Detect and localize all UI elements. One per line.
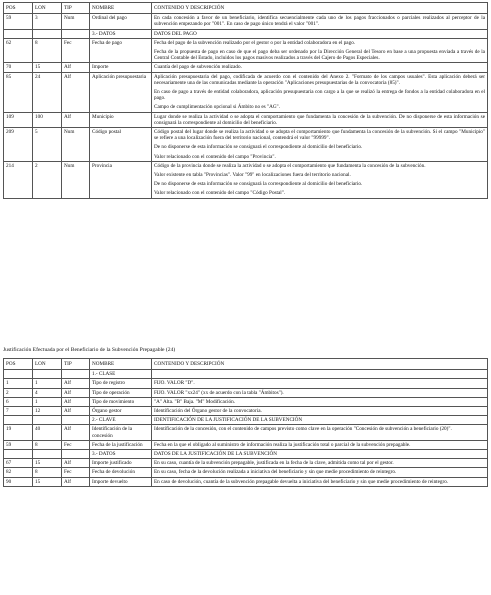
- cell-pos: 209: [4, 128, 33, 162]
- cell-tip: Alf: [62, 63, 90, 72]
- cell-lon: 3: [33, 14, 62, 29]
- cell-nombre: Importe: [90, 63, 152, 72]
- cell-lon: 4: [33, 388, 62, 397]
- cell-desc: En su caso, fecha de la devolución realizada a iniciativa del beneficiario y sin que medie procedimiento de reintegro.: [152, 468, 488, 477]
- cell-desc: "A" Alta. "B" Baja. "M" Modificación.: [152, 397, 488, 406]
- cell-tip: Alf: [62, 459, 90, 468]
- cell-desc: En su caso, cuantía de la subvención prepagable, justificada en la fecha de la clave, admitida como tal por el gestor.: [152, 459, 488, 468]
- cell-tip: Alf: [62, 407, 90, 416]
- desc-paragraph: De no disponerse de esta información se consignará el correspondiente al domicilio del beneficiario.: [154, 144, 363, 151]
- cell-nombre: Provincia: [90, 161, 152, 198]
- section-desc: DATOS DEL PAGO: [152, 29, 488, 38]
- cell-lon: 100: [33, 112, 62, 127]
- cell-nombre: Tipo de registro: [90, 379, 152, 388]
- cell-lon: 8: [33, 440, 62, 449]
- cell-desc: Cuantía del pago de subvención realizado.: [152, 63, 488, 72]
- cell-nombre: Órgano gestor: [90, 407, 152, 416]
- cell-nombre: Tipo de operación: [90, 388, 152, 397]
- cell-nombre: Fecha de pago: [90, 38, 152, 63]
- cell-desc: [152, 38, 488, 63]
- desc-paragraph: Código postal del lugar donde se realiza la actividad o se adopta el comportamiento que fundamenta la concesión de la subvención. Si el campo "Municipio" se refiere a una localización fuera del territorio nacional, contendrá el valor "99999".: [154, 129, 485, 142]
- desc-paragraph: En caso de pago a través de entidad colaboradora, aplicación presupuestaria con cargo a la que se realizó la entrega de fondos a la entidad colaboradora en el pago.: [154, 89, 485, 102]
- table-row: [4, 379, 488, 388]
- section-label: 3.- DATOS: [90, 450, 152, 459]
- cell-tip: Fec: [62, 38, 90, 63]
- cell-tip: Alf: [62, 477, 90, 486]
- table-row: [4, 112, 488, 127]
- table-row: [4, 477, 488, 486]
- table-row: [4, 459, 488, 468]
- section-row: [4, 450, 488, 459]
- cell-desc: [152, 128, 488, 162]
- desc-paragraph: Fecha del pago de la subvención realizado por el gestor o por la entidad colaboradora en el pago.: [154, 39, 356, 46]
- section-desc: DATOS DE LA JUSTIFICACIÓN DE LA SUBVENCIÓN: [152, 450, 488, 459]
- section-row: [4, 29, 488, 38]
- section-row: [4, 370, 488, 379]
- desc-paragraph: Valor relacionado con el contenido del campo "Provincia".: [154, 153, 276, 160]
- cell-desc: FIJO. VALOR "xx24" (xx de acuerdo con la tabla "Ámbitos").: [152, 388, 488, 397]
- table-row: [4, 72, 488, 112]
- cell-lon: 1: [33, 379, 62, 388]
- cell-desc: [152, 161, 488, 198]
- cell-desc: En cada concesión a favor de un beneficiario, identifica secuencialmente cada uno de los pagos fraccionados o parciales realizados al perceptor de la subvención empezando por "001". En caso de pago único tendrá el valor "001".: [152, 14, 488, 29]
- cell-nombre: Ordinal del pago: [90, 14, 152, 29]
- cell-tip: Alf: [62, 72, 90, 112]
- cell-nombre: Código postal: [90, 128, 152, 162]
- cell-nombre: Tipo de movimiento: [90, 397, 152, 406]
- cell-pos: 109: [4, 112, 33, 127]
- table-row: [4, 161, 488, 198]
- table-row: [4, 468, 488, 477]
- cell-tip: Num: [62, 161, 90, 198]
- cell-pos: 85: [4, 72, 33, 112]
- desc-paragraph: Valor existente en tabla "Provincias". Valor "99" en localizaciones fuera del territorio nacional.: [154, 172, 351, 179]
- cell-lon: 1: [33, 397, 62, 406]
- cell-desc: Fecha en la que el obligado al suministro de información realiza la justificación total o parcial de la subvención prepagable.: [152, 440, 488, 449]
- cell-tip: Alf: [62, 112, 90, 127]
- cell-lon: 15: [33, 459, 62, 468]
- table-row: [4, 425, 488, 440]
- table-caption: Justificación Efectuada por el Beneficiario de la Subvención Prepagable (24): [3, 347, 176, 353]
- header-nombre: NOMBRE: [90, 3, 152, 14]
- cell-desc: Lugar donde se realiza la actividad o se adopta el comportamiento que fundamenta la concesión de la subvención. De no disponerse de esta información se consignará la correspondiente al domicilio del beneficiario.: [152, 112, 488, 127]
- cell-tip: Fec: [62, 440, 90, 449]
- desc-paragraph: Valor relacionado con el contenido del campo "Código Postal".: [154, 190, 286, 197]
- cell-desc: En caso de devolución, cuantía de la subvención prepagable devuelta a iniciativa del beneficiario y sin que medie procedimiento de reintegro.: [152, 477, 488, 486]
- cell-desc: [152, 72, 488, 112]
- cell-lon: 8: [33, 38, 62, 63]
- cell-pos: 90: [4, 477, 33, 486]
- cell-desc: Identificación de la concesión, con el contenido de campos previsto como clave en la operación "Concesión de subvención a beneficiario (20)".: [152, 425, 488, 440]
- cell-pos: 19: [4, 425, 33, 440]
- cell-pos: 7: [4, 407, 33, 416]
- section-label: 3.- DATOS: [90, 29, 152, 38]
- cell-pos: 70: [4, 63, 33, 72]
- payment-fields-table: [3, 2, 488, 199]
- header-tip: TIP: [62, 359, 90, 370]
- cell-tip: Alf: [62, 388, 90, 397]
- cell-pos: 2: [4, 388, 33, 397]
- table-row: [4, 388, 488, 397]
- cell-pos: 62: [4, 38, 33, 63]
- cell-tip: Alf: [62, 379, 90, 388]
- table-row: [4, 128, 488, 162]
- cell-pos: 59: [4, 14, 33, 29]
- cell-tip: Alf: [62, 425, 90, 440]
- cell-nombre: Fecha de devolución: [90, 468, 152, 477]
- cell-pos: 59: [4, 440, 33, 449]
- cell-lon: 15: [33, 477, 62, 486]
- table-header-row: [4, 359, 488, 370]
- header-tip: TIP: [62, 3, 90, 14]
- cell-lon: 24: [33, 72, 62, 112]
- table-row: [4, 38, 488, 63]
- cell-tip: Alf: [62, 397, 90, 406]
- cell-lon: 5: [33, 128, 62, 162]
- table-row: [4, 440, 488, 449]
- section-desc: [152, 370, 488, 379]
- desc-paragraph: De no disponerse de esta información se consignará la correspondiente al domicilio del beneficiario.: [154, 181, 363, 188]
- cell-tip: Num: [62, 14, 90, 29]
- cell-pos: 67: [4, 459, 33, 468]
- cell-lon: 12: [33, 407, 62, 416]
- cell-lon: 2: [33, 161, 62, 198]
- table-header-row: [4, 3, 488, 14]
- desc-paragraph: Código de la provincia donde se realiza la actividad o se adopta el comportamiento que fundamenta la concesión de la subvención.: [154, 162, 426, 169]
- cell-pos: 214: [4, 161, 33, 198]
- section-row: [4, 416, 488, 425]
- table-row: [4, 407, 488, 416]
- cell-tip: Fec: [62, 468, 90, 477]
- table-row: [4, 63, 488, 72]
- cell-tip: Num: [62, 128, 90, 162]
- header-pos: POS: [4, 359, 33, 370]
- header-pos: POS: [4, 3, 33, 14]
- header-lon: LON: [33, 3, 62, 14]
- cell-nombre: Importe devuelto: [90, 477, 152, 486]
- cell-nombre: Importe justificado: [90, 459, 152, 468]
- desc-paragraph: Aplicación presupuestaria del pago, codificada de acuerdo con el contenido del Anexo 2. "Formato de los campos usuales". Esta aplicación deberá ser necesariamente una de las comunicadas mediante la operación "Aplicaciones presupuestarias de la convocatoria (85)".: [154, 73, 485, 86]
- section-label: 2.- CLAVE: [90, 416, 152, 425]
- cell-desc: Identificación del Órgano gestor de la convocatoria.: [152, 407, 488, 416]
- cell-lon: 8: [33, 468, 62, 477]
- cell-desc: FIJO. VALOR "D".: [152, 379, 488, 388]
- table-row: [4, 397, 488, 406]
- header-contenido: CONTENIDO Y DESCRIPCIÓN: [152, 3, 488, 14]
- cell-pos: 1: [4, 379, 33, 388]
- cell-lon: 15: [33, 63, 62, 72]
- section-label: 1.- CLASE: [90, 370, 152, 379]
- cell-pos: 82: [4, 468, 33, 477]
- desc-paragraph: Fecha de la propuesta de pago en caso de que el pago deba ser ordenado por la Dirección General del Tesoro en base a una propuesta enviada a través de la Central Contable del Estado, incluidos los pagos masivos realizados a través del Cajero de Pagos Especiales.: [154, 49, 485, 62]
- header-lon: LON: [33, 359, 62, 370]
- header-contenido: CONTENIDO Y DESCRIPCIÓN: [152, 359, 488, 370]
- cell-nombre: Fecha de la justificación: [90, 440, 152, 449]
- cell-pos: 6: [4, 397, 33, 406]
- cell-lon: 40: [33, 425, 62, 440]
- section-desc: IDENTIFICACIÓN DE LA JUSTIFICACIÓN DE LA SUBVENCIÓN: [152, 416, 488, 425]
- table-row: [4, 14, 488, 29]
- header-nombre: NOMBRE: [90, 359, 152, 370]
- desc-paragraph: Campo de cumplimentación opcional si Ámbito no es "AG".: [154, 104, 280, 111]
- cell-nombre: Municipio: [90, 112, 152, 127]
- cell-nombre: Aplicación presupuestaria: [90, 72, 152, 112]
- justification-fields-table: [3, 358, 488, 487]
- cell-nombre: Identificación de la concesión: [90, 425, 152, 440]
